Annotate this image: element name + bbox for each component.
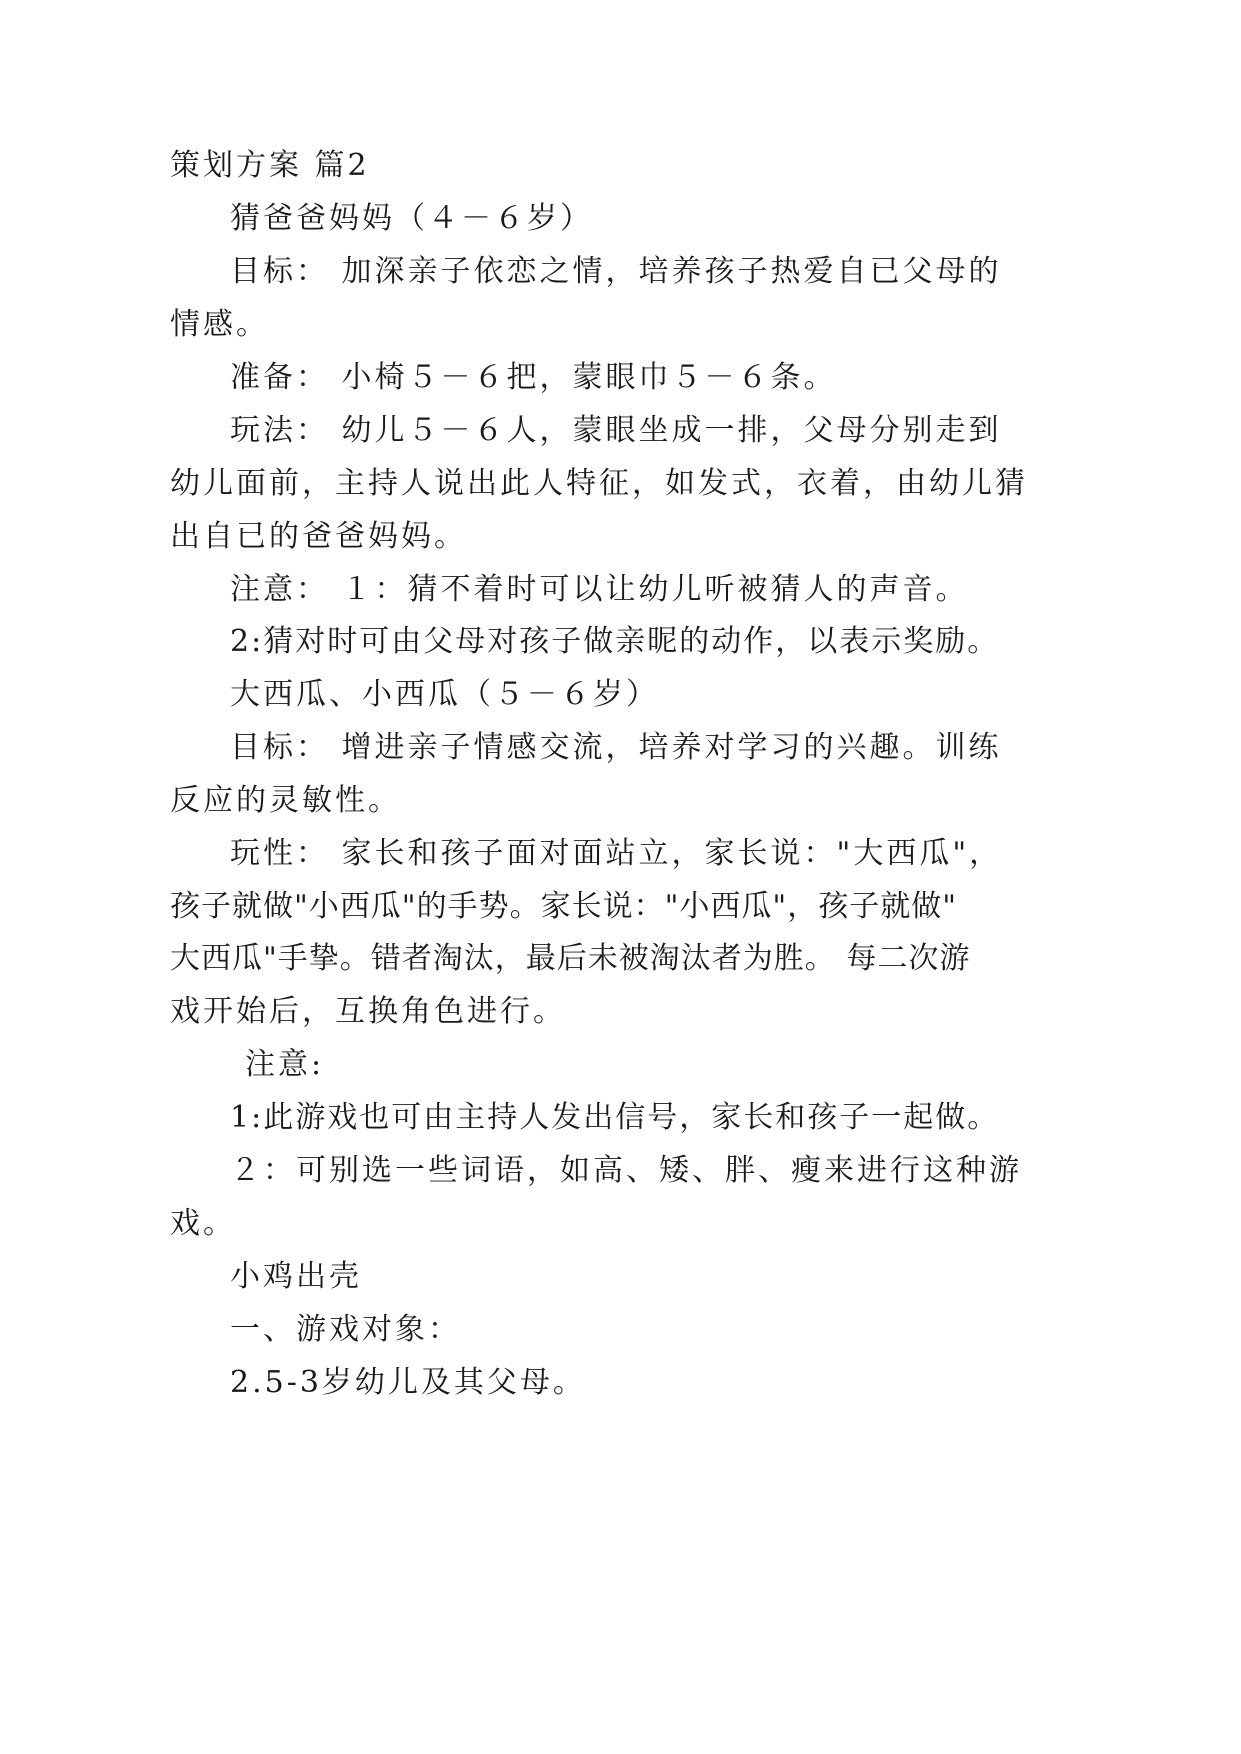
paragraph-line: 幼儿面前，主持人说出此人特征，如发式，衣着，由幼儿猜 — [170, 466, 1028, 501]
paragraph-line: 玩法： 幼儿５－６人，蒙眼坐成一排，父母分别走到 — [230, 413, 1002, 448]
paragraph-line: 玩性： 家长和孩子面对面站立，家长说："大西瓜"， — [230, 836, 1003, 871]
section-heading: 策划方案 篇2 — [170, 148, 370, 183]
paragraph-line: 目标： 加深亲子依恋之情，培养孩子热爱自已父母的 — [230, 254, 1002, 289]
game-title-watermelon: 大西瓜、小西瓜（５－６岁） — [230, 677, 659, 712]
paragraph-line: 出自已的爸爸妈妈。 — [170, 519, 467, 554]
paragraph-line: 大西瓜"手挚。错者淘汰，最后未被淘汰者为胜。 每二次游 — [170, 941, 971, 976]
paragraph-line: 戏开始后，互换角色进行。 — [170, 994, 566, 1029]
paragraph-line: 2:猜对时可由父母对孩子做亲昵的动作，以表示奖励。 — [230, 624, 1000, 659]
game-title-chick-hatching: 小鸡出壳 — [230, 1259, 362, 1294]
paragraph-line: ２：可别选一些词语，如高、矮、胖、瘦来进行这种游 — [230, 1153, 1022, 1188]
game-title-guess-parents: 猜爸爸妈妈（４－６岁） — [230, 201, 593, 236]
paragraph-line: 准备： 小椅５－６把，蒙眼巾５－６条。 — [230, 360, 837, 395]
paragraph-line: 孩子就做"小西瓜"的手势。家长说："小西瓜"，孩子就做" — [170, 889, 957, 924]
paragraph-line: 1:此游戏也可由主持人发出信号，家长和孩子一起做。 — [230, 1100, 1000, 1135]
paragraph-line: 情感。 — [170, 307, 269, 342]
paragraph-line: 反应的灵敏性。 — [170, 783, 401, 818]
paragraph-line: 注意: — [245, 1047, 325, 1082]
paragraph-line: 2.5-3岁幼儿及其父母。 — [230, 1365, 586, 1400]
paragraph-line: 戏。 — [170, 1206, 236, 1241]
paragraph-line: 注意： １：猜不着时可以让幼儿听被猜人的声音。 — [230, 572, 969, 607]
paragraph-line: 目标： 增进亲子情感交流，培养对学习的兴趣。训练 — [230, 730, 1002, 765]
subsection-heading: 一、游戏对象： — [230, 1312, 461, 1347]
